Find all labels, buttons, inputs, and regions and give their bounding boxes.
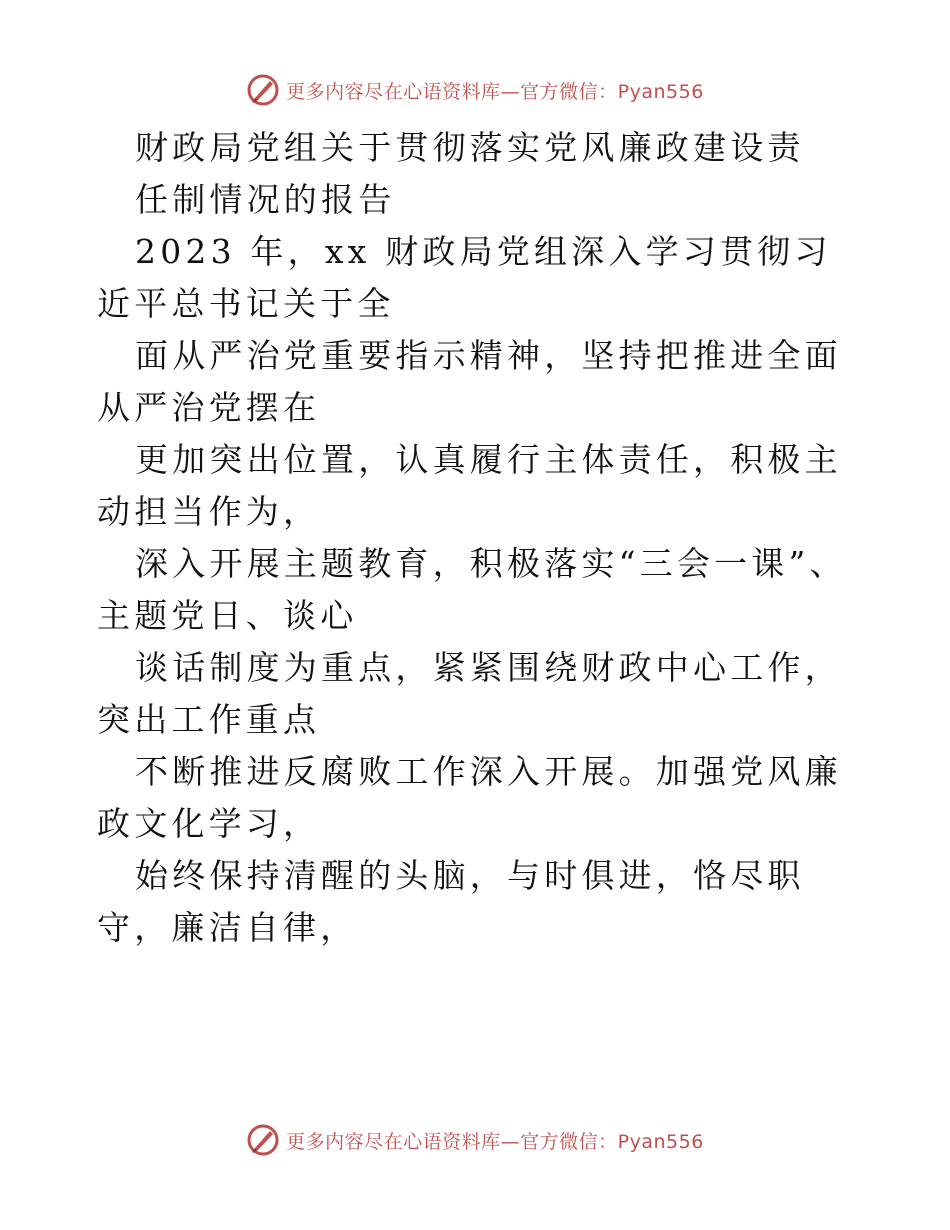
- quill-pen-seal-icon: [246, 1123, 280, 1157]
- document-title-line-1: 财政局党组关于贯彻落实党风廉政建设责: [135, 128, 805, 167]
- paragraph-6: 不断推进反腐败工作深入开展。加强党风廉政文化学习，: [97, 752, 842, 843]
- paragraph-2: 面从严治党重要指示精神，坚持把推进全面从严治党摆在: [97, 336, 842, 427]
- document-body: [97, 122, 857, 954]
- footer-watermark-text: 更多内容尽在心语资料库—官方微信：Pyan556: [286, 1130, 704, 1153]
- header-watermark: [0, 70, 950, 110]
- paragraph-5: 谈话制度为重点，紧紧围绕财政中心工作，突出工作重点: [97, 648, 842, 739]
- paragraph-3: 更加突出位置，认真履行主体责任，积极主动担当作为，: [97, 440, 842, 531]
- document-title-line-2: 任制情况的报告: [135, 180, 396, 219]
- header-watermark-text: 更多内容尽在心语资料库—官方微信：Pyan556: [286, 80, 704, 103]
- paragraph-1: 2023 年，xx 财政局党组深入学习贯彻习近平总书记关于全: [97, 232, 832, 323]
- paragraph-7: 始终保持清醒的头脑，与时俱进，恪尽职守，廉洁自律，: [97, 856, 805, 947]
- quill-pen-seal-icon: [246, 73, 280, 107]
- footer-watermark: [0, 1120, 950, 1160]
- paragraph-4: 深入开展主题教育，积极落实“三会一课”、主题党日、谈心: [97, 544, 847, 635]
